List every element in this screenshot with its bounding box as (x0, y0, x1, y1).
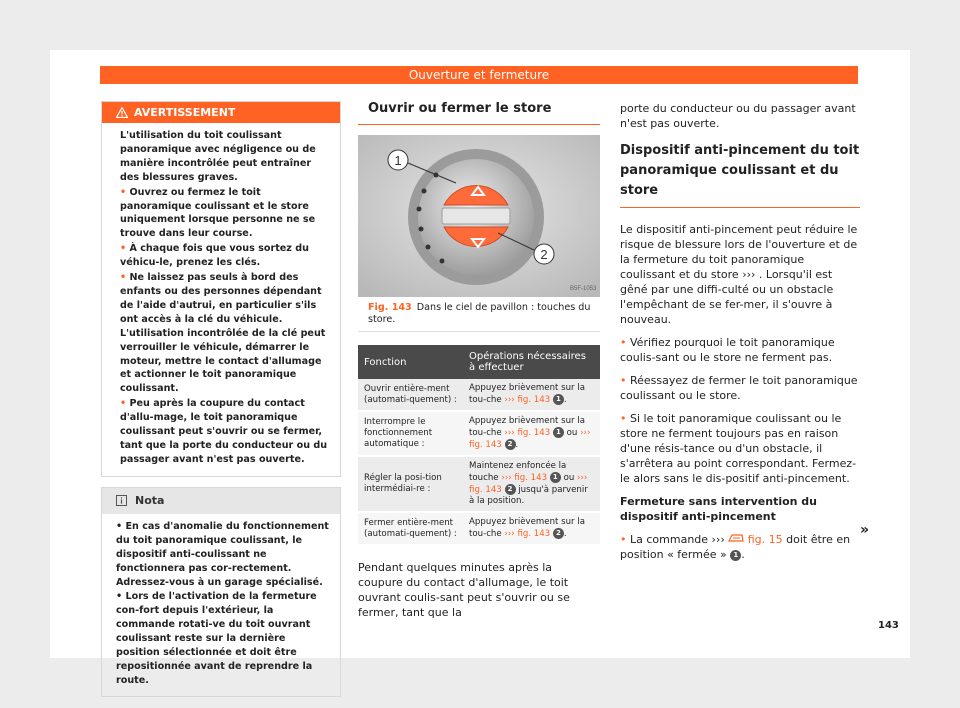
list-item: • Réessayez de fermer le toit panoramique coulissant ou le store. (620, 374, 858, 402)
warning-item: • Ne laissez pas seuls à bord des enfants ou des personnes dépendant de l'aide d'autrui, en particulier s'ils ont accès à la clé du véhicule. L'utilisation incontrôlée de la clé peut verrouiller le véhicule, démarrer le moteur, mettre le contact d'allumage et actionner le toit panoramique coulissant. (120, 272, 326, 395)
table-row: Régler la posi-tion intermédiai-re : Maintenez enfoncée la touche ››› fig. 143 1 ou ››› fig. 143 2 jusqu'à parvenir à la position. (358, 456, 600, 512)
note-item: • Lors de l'activation de la fermeture con-fort depuis l'extérieur, la commande rotati-ve du toit ouvrant coulissant reste sur la dernière position sélectionnée et doit être repositionnée avant de reprendre la route. (116, 590, 317, 686)
left-column (101, 101, 341, 697)
warning-header (102, 102, 340, 123)
cross-ref-link[interactable]: ››› fig. 143 (501, 473, 548, 483)
warning-title: AVERTISSEMENT (134, 106, 236, 119)
table-header: Fonction (358, 345, 463, 379)
label-2: 2 (540, 247, 548, 262)
note-header (102, 488, 340, 514)
note-title: Nota (135, 494, 165, 508)
operations-table (358, 345, 600, 546)
figure-roof-controls (358, 135, 600, 297)
warning-box (101, 101, 341, 477)
cross-ref-link[interactable]: ››› fig. 143 (469, 473, 588, 495)
warning-item: • Ouvrez ou fermez le toit panoramique coulissant et le store uniquement lorsque personne ne se trouve dans leur course. (120, 186, 316, 240)
list-item: • Vérifiez pourquoi le toit panoramique coulis-sant ou le store ne ferment pas. (620, 336, 835, 364)
table-row: Interrompre le fonctionnement automatique : Appuyez brièvement sur la tou-che ››› fig. 143 1 ou ››› fig. 143 2 . (358, 411, 600, 456)
warning-intro: L'utilisation du toit coulissant panoramique avec négligence ou de manière incontrôlée peut entraîner des blessures graves. (120, 130, 316, 183)
table-row: Fermer entière-ment (automati-quement) : Appuyez brièvement sur la tou-che ››› fig. 143 2 . (358, 512, 600, 545)
caption-number: Fig. 143 (368, 302, 412, 313)
note-box (101, 487, 341, 697)
roof-switch-icon (728, 532, 744, 543)
chapter-header: Ouverture et fermeture (100, 66, 858, 84)
section-title: Ouvrir ou fermer le store (358, 101, 600, 125)
note-item: • En cas d'anomalie du fonctionnement du toit panoramique coulissant, le dispositif anti-coulissant ne fonctionnera pas cor-rectement. Adressez-vous à un garage spécialisé. (116, 520, 329, 588)
table-header: Opérations nécessaires à effectuer (463, 345, 600, 379)
table-row: Ouvrir entière-ment (automati-quement) : Appuyez brièvement sur la tou-che ››› fig. 143 1 . (358, 379, 600, 411)
paragraph: Le dispositif anti-pincement peut réduire le risque de blessure lors de l'ouverture et de la fermeture du toit panoramique coulissant et du store ››› . Lorsqu'il est gêné par une diffi-culté ou un obstacle l'empêchant de se fer-mer, il s'ouvre à nouveau. (620, 223, 858, 326)
paragraph: Pendant quelques minutes après la coupure du contact d'allumage, le toit ouvrant coulis-sant peut s'ouvrir ou se fermer, tant que la (358, 561, 570, 619)
middle-column (358, 101, 600, 620)
cross-ref-link[interactable]: ››› fig. 143 (469, 428, 591, 450)
caption-text: Dans le ciel de pavillon : touches du store. (368, 302, 591, 325)
cross-ref-link[interactable]: ››› fig. 143 (504, 395, 551, 405)
page-number: 143 (878, 620, 899, 631)
warning-triangle-icon (116, 107, 128, 118)
continue-mark: » (860, 522, 870, 538)
label-1: 1 (394, 153, 402, 168)
info-icon (116, 495, 127, 506)
right-column (620, 101, 860, 570)
cross-ref-link[interactable]: fig. 15 (747, 533, 783, 546)
cross-ref-link[interactable]: ››› fig. 143 (504, 529, 551, 539)
bold-heading: Fermeture sans intervention du dispositif anti-pincement (620, 495, 818, 523)
figure-caption (358, 297, 600, 332)
roof-control-illustration (358, 135, 600, 297)
list-item: • La commande ››› fig. 15 doit être en position « fermée » 1 . (620, 533, 851, 561)
subsection-title: Dispositif anti-pincement du toit panoramique coulissant et du store (620, 141, 860, 208)
warning-body (102, 123, 340, 476)
cross-ref-link[interactable]: ››› fig. 143 (504, 428, 551, 438)
warning-item: • À chaque fois que vous sortez du véhicu-le, prenez les clés. (120, 243, 309, 269)
list-item: • Si le toit panoramique coulissant ou le store ne ferment toujours pas en raison d'une résis-tance ou d'un obstacle, il s'arrêtera au point correspondant. Fermez-le alors sans le dis-positif anti-pincement. (620, 412, 857, 485)
figure-code: B5F-1053 (570, 286, 597, 292)
note-body (102, 514, 340, 696)
warning-item: • Peu après la coupure du contact d'allu-mage, le toit panoramique coulissant peut s'ouvrir ou se fermer, tant que la porte du conducteur ou du passager avant n'est pas ouverte. (120, 398, 328, 465)
paragraph-continued: porte du conducteur ou du passager avant n'est pas ouverte. (620, 102, 856, 130)
